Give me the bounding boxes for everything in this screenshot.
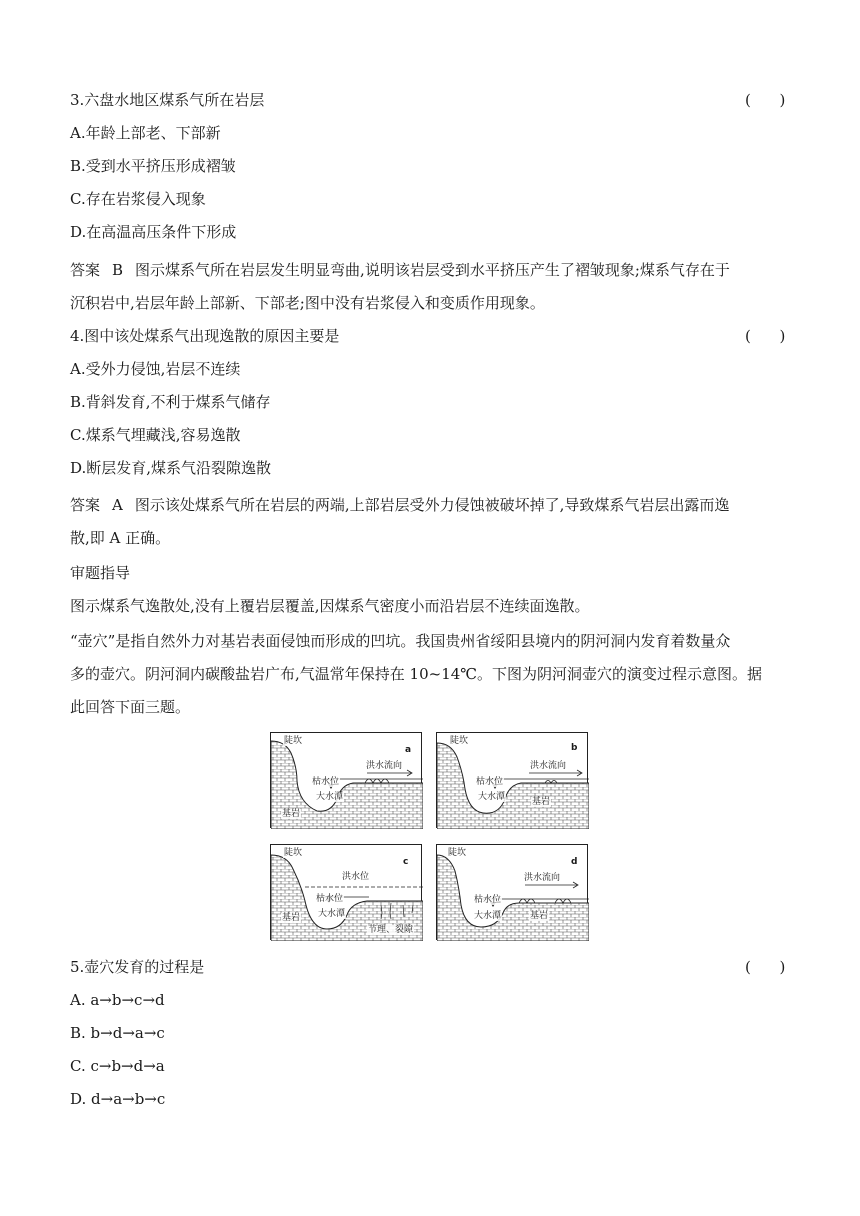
panel-b-terrain — [437, 733, 589, 829]
q4-option-d: D.断层发育,煤系气沿裂隙逸散 — [70, 459, 272, 477]
flow-direction-label: 洪水流向 — [530, 761, 567, 771]
low-water-label: 枯水位 — [312, 777, 340, 787]
q5-option-b: B. b→d→a→c — [70, 1024, 165, 1042]
panel-id-label: a — [405, 745, 412, 755]
q3-explanation-cont: 沉积岩中,岩层年龄上部新、下部老;图中没有岩浆侵入和变质作用现象。 — [70, 294, 545, 312]
answer-letter: A — [112, 496, 123, 514]
intro-line-2: 多的壶穴。阴河洞内碳酸盐岩广布,气温常年保持在 10~14℃。下图为阴河洞壶穴的演变过程示意图。据 — [70, 665, 763, 683]
bedrock-label: 基岩 — [530, 911, 549, 921]
q3-option-c: C.存在岩浆侵入现象 — [70, 190, 206, 208]
cliff-label: 陡坎 — [284, 848, 303, 858]
flood-level-label: 洪水位 — [342, 872, 370, 882]
q4-answer-bracket: ( ) — [745, 327, 786, 345]
answer-explanation: 图示该处煤系气所在岩层的两端,上部岩层受外力侵蚀被破坏掉了,导致煤系气岩层出露而逸 — [134, 496, 730, 514]
pool-label: 大水潭 — [474, 911, 502, 921]
joints-label: 节理、裂隙 — [368, 925, 414, 935]
q4-explanation-cont: 散,即 A 正确。 — [70, 529, 171, 547]
pool-label: 大水潭 — [316, 792, 344, 802]
pothole-evolution-figure — [270, 732, 590, 942]
q5-option-d: D. d→a→b→c — [70, 1090, 166, 1108]
panel-id-label: d — [571, 857, 578, 867]
q3-stem: 3.六盘水地区煤系气所在岩层 — [70, 91, 265, 109]
panel-a — [270, 732, 422, 828]
q3-option-b: B.受到水平挤压形成褶皱 — [70, 157, 236, 175]
cliff-label: 陡坎 — [450, 736, 469, 746]
q3-option-a: A.年龄上部老、下部新 — [70, 124, 221, 142]
panel-d — [436, 844, 588, 940]
answer-label: 答案 — [70, 496, 101, 514]
cliff-label: 陡坎 — [284, 736, 303, 746]
panel-c — [270, 844, 422, 940]
low-water-label: 枯水位 — [316, 894, 344, 904]
q4-option-b: B.背斜发育,不利于煤系气储存 — [70, 393, 271, 411]
q5-answer-bracket: ( ) — [745, 958, 786, 976]
guide-title: 审题指导 — [70, 564, 131, 582]
answer-label: 答案 — [70, 261, 101, 279]
bedrock-label: 基岩 — [282, 809, 301, 819]
q4-answer — [70, 494, 729, 516]
q3-option-d: D.在高温高压条件下形成 — [70, 223, 237, 241]
q4-option-a: A.受外力侵蚀,岩层不连续 — [70, 360, 241, 378]
panel-id-label: c — [403, 857, 409, 867]
pool-label: 大水潭 — [318, 909, 346, 919]
q4-stem: 4.图中该处煤系气出现逸散的原因主要是 — [70, 327, 340, 345]
q5-stem: 5.壶穴发育的过程是 — [70, 958, 205, 976]
bedrock-label: 基岩 — [282, 913, 301, 923]
flow-direction-label: 洪水流向 — [366, 761, 403, 771]
low-water-label: 枯水位 — [476, 777, 504, 787]
guide-text: 图示煤系气逸散处,没有上覆岩层覆盖,因煤系气密度小而沿岩层不连续面逸散。 — [70, 597, 590, 615]
q4-option-c: C.煤系气埋藏浅,容易逸散 — [70, 426, 241, 444]
panel-d-terrain — [437, 845, 589, 941]
q5-option-a: A. a→b→c→d — [70, 991, 165, 1009]
panel-b — [436, 732, 588, 828]
answer-explanation: 图示煤系气所在岩层发生明显弯曲,说明该岩层受到水平挤压产生了褶皱现象;煤系气存在于 — [135, 261, 730, 279]
q5-option-c: C. c→b→d→a — [70, 1057, 165, 1075]
flow-direction-label: 洪水流向 — [524, 873, 561, 883]
answer-letter: B — [112, 261, 124, 279]
intro-line-3: 此回答下面三题。 — [70, 698, 191, 716]
q3-answer-bracket: ( ) — [745, 91, 786, 109]
q3-answer — [70, 259, 730, 281]
cliff-label: 陡坎 — [448, 848, 467, 858]
bedrock-label: 基岩 — [532, 797, 551, 807]
low-water-label: 枯水位 — [474, 895, 502, 905]
pool-label: 大水潭 — [478, 792, 506, 802]
intro-line-1: “壶穴”是指自然外力对基岩表面侵蚀而形成的凹坑。我国贵州省绥阳县境内的阴河洞内发育着数量众 — [70, 632, 731, 650]
panel-id-label: b — [571, 743, 578, 753]
